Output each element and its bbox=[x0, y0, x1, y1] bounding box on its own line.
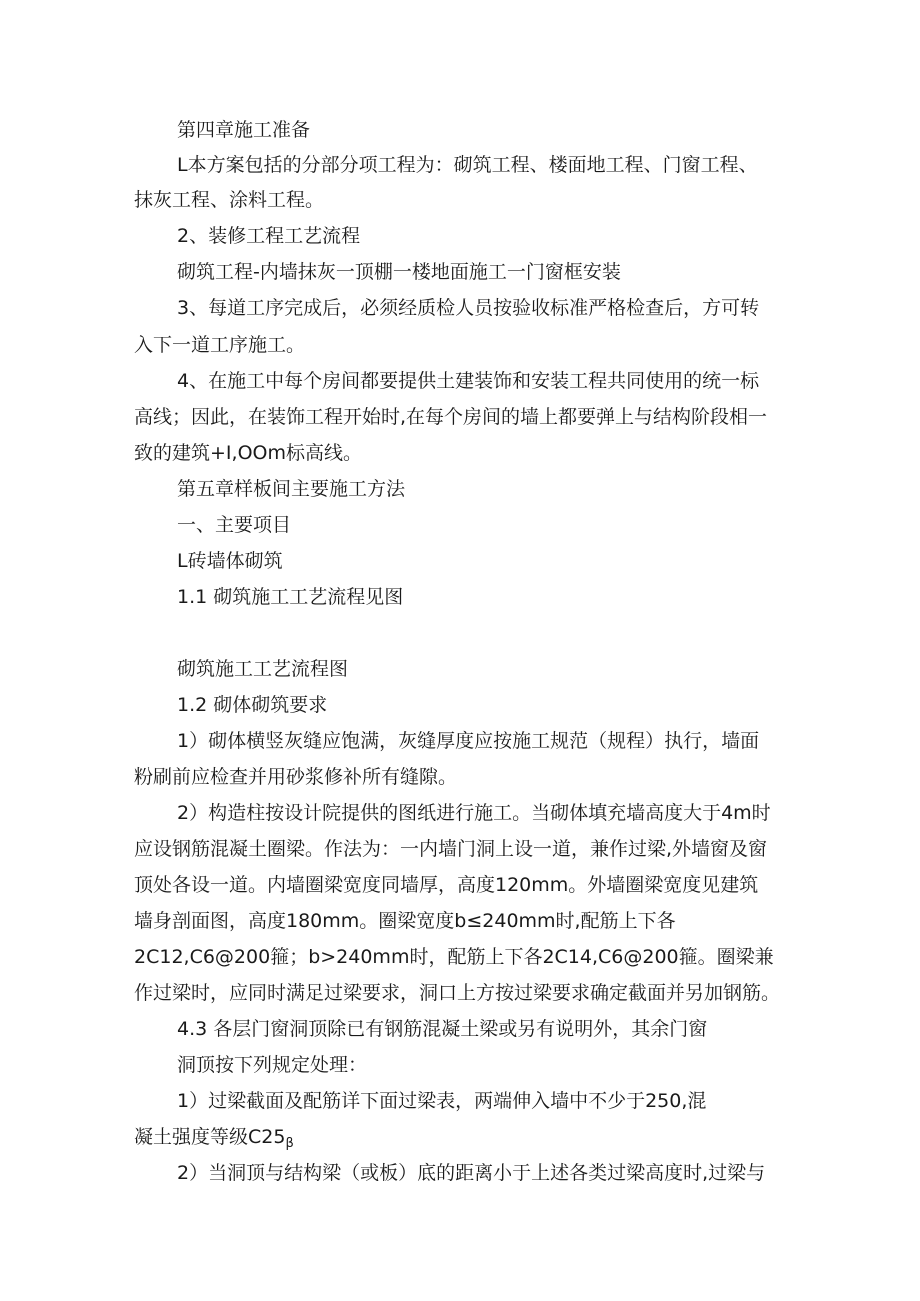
paragraph-line: 高线；因此，在装饰工程开始时,在每个房间的墙上都要弹上与结构阶段相一 bbox=[134, 406, 768, 428]
chapter-4-heading: 第四章施工准备 bbox=[177, 119, 311, 141]
paragraph-line: 洞顶按下列规定处理： bbox=[177, 1054, 368, 1076]
paragraph-line: 1）过梁截面及配筋详下面过梁表，两端伸入墙中不少于250,混 bbox=[177, 1090, 707, 1112]
paragraph-line-text: 凝土强度等级C25 bbox=[134, 1126, 286, 1148]
subsection-heading: 4.3 各层门窗洞顶除已有钢筋混凝土梁或另有说明外，其余门窗 bbox=[177, 1018, 708, 1040]
paragraph-line: L本方案包括的分部分项工程为：砌筑工程、楼面地工程、门窗工程、 bbox=[177, 154, 758, 176]
figure-caption: 砌筑施工工艺流程图 bbox=[177, 658, 349, 680]
paragraph-line: 墙身剖面图，高度180mm。圈梁宽度b≤240mm时,配筋上下各 bbox=[134, 910, 676, 932]
paragraph-line: 1）砌体横竖灰缝应饱满，灰缝厚度应按施工规范（规程）执行，墙面 bbox=[177, 730, 760, 752]
paragraph-line: 粉刷前应检查并用砂浆修补所有缝隙。 bbox=[134, 766, 458, 788]
subscript-beta: β bbox=[285, 1136, 294, 1151]
paragraph-line: 入下一道工序施工。 bbox=[134, 334, 306, 356]
paragraph-line: 抹灰工程、涂料工程。 bbox=[134, 189, 325, 211]
section-heading: L砖墙体砌筑 bbox=[177, 550, 283, 572]
paragraph-line: 顶处各设一道。内墙圈梁宽度同墙厚，高度120mm。外墙圈梁宽度见建筑 bbox=[134, 874, 759, 896]
paragraph-line: 4、在施工中每个房间都要提供土建装饰和安装工程共同使用的统一标 bbox=[177, 370, 760, 392]
paragraph-line: 作过梁时，应同时满足过梁要求，洞口上方按过梁要求确定截面并另加钢筋。 bbox=[134, 982, 781, 1004]
paragraph-line: 2C12,C6@200箍；b>240mm时，配筋上下各2C14,C6@200箍。圈梁兼 bbox=[134, 946, 774, 968]
paragraph-line: 致的建筑+I,OOm标高线。 bbox=[134, 442, 362, 464]
section-heading: 一、主要项目 bbox=[177, 514, 292, 536]
subsection-heading: 1.2 砌体砌筑要求 bbox=[177, 694, 328, 716]
paragraph-line bbox=[134, 1125, 294, 1156]
paragraph-line: 3、每道工序完成后，必须经质检人员按验收标准严格检查后，方可转 bbox=[177, 297, 760, 319]
paragraph-line: 2）当洞顶与结构梁（或板）底的距离小于上述各类过梁高度时,过梁与 bbox=[177, 1162, 766, 1184]
section-heading: 2、装修工程工艺流程 bbox=[177, 225, 361, 247]
paragraph-line: 应设钢筋混凝土圈梁。作法为：一内墙门洞上设一道，兼作过梁,外墙窗及窗 bbox=[134, 838, 768, 860]
paragraph-line: 2）构造柱按设计院提供的图纸进行施工。当砌体填充墙高度大于4m时 bbox=[177, 802, 771, 824]
subsection-heading: 1.1 砌筑施工工艺流程见图 bbox=[177, 586, 404, 608]
paragraph-line: 砌筑工程-内墙抹灰一顶棚一楼地面施工一门窗框安装 bbox=[177, 261, 621, 283]
chapter-5-heading: 第五章样板间主要施工方法 bbox=[177, 478, 406, 500]
